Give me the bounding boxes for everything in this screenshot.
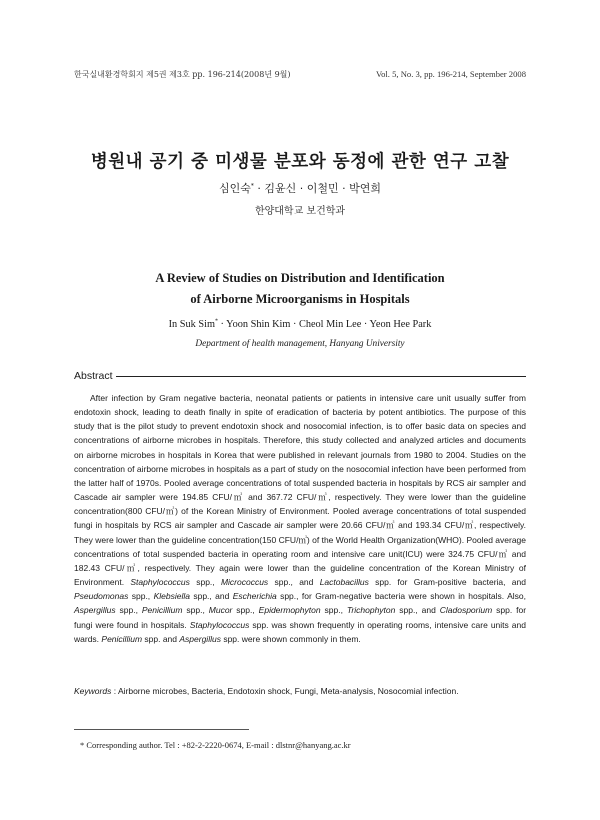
abstract-taxon: Cladosporium [439, 605, 493, 616]
korean-affiliation: 한양대학교 보건학과 [254, 206, 346, 217]
english-affiliation: Department of health management, Hanyang University [195, 339, 405, 349]
abstract-text: spp., [115, 605, 142, 616]
abstract-taxon: Staphylococcus [130, 577, 190, 588]
korean-author-first: 심인숙 [219, 182, 251, 195]
english-author-first: In Suk Sim [168, 319, 215, 330]
english-title-line-2: of Airborne Microorganisms in Hospitals [190, 292, 410, 306]
abstract-text: spp. for Gram-positive bacteria, and [368, 577, 526, 588]
abstract-taxon: Klebsiella [153, 591, 190, 602]
keywords-text: Airborne microbes, Bacteria, Endotoxin shock, Fungi, Meta-analysis, Nosocomial infection. [117, 686, 459, 696]
abstract-label: Abstract [74, 370, 113, 382]
abstract-heading [74, 370, 526, 382]
korean-authors [0, 180, 600, 196]
abstract-taxon: Penicillium [101, 633, 143, 644]
abstract-text: spp., [128, 591, 154, 602]
english-authors [0, 319, 600, 330]
english-title [0, 268, 600, 310]
abstract-taxon: Mucor [208, 605, 233, 616]
abstract-taxon: Pseudomonas [74, 591, 129, 602]
abstract-text: After infection by Gram negative bacteria, neonatal patients or patients in intensive care unit usually suffer from endotoxin shock, leading to death finally in spite of eradication of bacteria by potent antibiotics. The purpose of this study that is the pilot study to prevent endotoxin shock and nosocomial infection, is to offer basic data on species and concentrations of airborne microbes in hospitals. Therefore, this study collected and analyzed articles and documents on airborne microbes in hospitals in Korea that were published in relevant journals from 1980 to 2004. Studies on the concentration of airborne microbes in hospitals as a part of study on the nosocomial infection have been performed from the latter half of 1970s. Pooled average concentrations of total suspended bacteria in hospitals by RCS air sampler and Cascade air sampler were 194.85 CFU/㎥ and 367.72 CFU/㎥, respectively. They were lower than the guideline concentration(800 CFU/㎥) of the Korean Ministry of Environment. Pooled average concentrations of total suspended fungi in hospitals by RCS air sampler and Cascade air sampler were 20.66 CFU/㎥ and 193.34 CFU/㎥, respectively. They were lower than the guideline concentration(150 CFU/㎥) of the World Health Organization(WHO). Pooled average concentrations of total suspended bacteria in operating room and intensive care unit(ICU) were 324.75 CFU/㎥ and 182.43 CFU/㎥, respectively. They again were lower than the guideline concentration of the Korean Ministry of Environment. [74, 393, 526, 588]
abstract-taxon: Aspergillus [74, 605, 116, 616]
abstract-text: spp., for Gram-negative bacteria were shown in hospitals. Also, [276, 591, 526, 602]
abstract-text: spp., and [268, 577, 320, 588]
abstract-taxon: Lactobacillus [319, 577, 369, 588]
abstract-taxon: Aspergillus [179, 633, 221, 644]
korean-authors-rest: · 김윤신 · 이철민 · 박연희 [253, 182, 381, 195]
abstract-text: spp. and [142, 633, 180, 644]
english-title-line-1: A Review of Studies on Distribution and Identification [155, 271, 445, 285]
english-authors-rest: · Yoon Shin Kim · Cheol Min Lee · Yeon Hee Park [217, 319, 432, 330]
running-head-right: Vol. 5, No. 3, pp. 196-214, September 2008 [376, 69, 526, 79]
abstract-taxon: Micrococcus [220, 577, 269, 588]
keywords-label: Keywords [74, 686, 112, 696]
abstract-taxon: Escherichia [232, 591, 277, 602]
abstract-text: spp. were shown commonly in them. [220, 633, 361, 644]
korean-title: 병원내 공기 중 미생물 분포와 동정에 관한 연구 고찰 [90, 152, 510, 172]
abstract-taxon: Trichophyton [346, 605, 396, 616]
keywords-separator: : [111, 686, 118, 696]
abstract-taxon: Staphylococcus [189, 619, 250, 630]
running-head-left: 한국실내환경학회지 제5권 제3호 pp. 196-214(2008년 9월) [74, 70, 291, 79]
abstract-body [74, 391, 526, 646]
abstract-text: spp., [182, 605, 209, 616]
abstract-rule [116, 376, 526, 377]
corresponding-author-footnote: * Corresponding author. Tel : +82-2-2220-0674, E-mail : dlstnr@hanyang.ac.kr [80, 740, 351, 750]
running-head [74, 69, 526, 80]
abstract-text: spp., and [395, 605, 440, 616]
abstract-text: spp., and [189, 591, 233, 602]
corresponding-mark: * [214, 318, 218, 325]
abstract-taxon: Penicillium [141, 605, 183, 616]
abstract-text: spp., [320, 605, 347, 616]
abstract-text: spp., [189, 577, 221, 588]
footnote-rule [74, 729, 249, 730]
abstract-text: spp. was shown frequently in operating rooms, intensive care units and wards. [74, 619, 526, 644]
keywords [74, 686, 526, 696]
abstract-taxon: Epidermophyton [258, 605, 321, 616]
abstract-text: spp. for fungi were found in hospitals. [74, 605, 527, 630]
corresponding-mark: * [250, 182, 254, 190]
abstract-text: spp., [232, 605, 259, 616]
